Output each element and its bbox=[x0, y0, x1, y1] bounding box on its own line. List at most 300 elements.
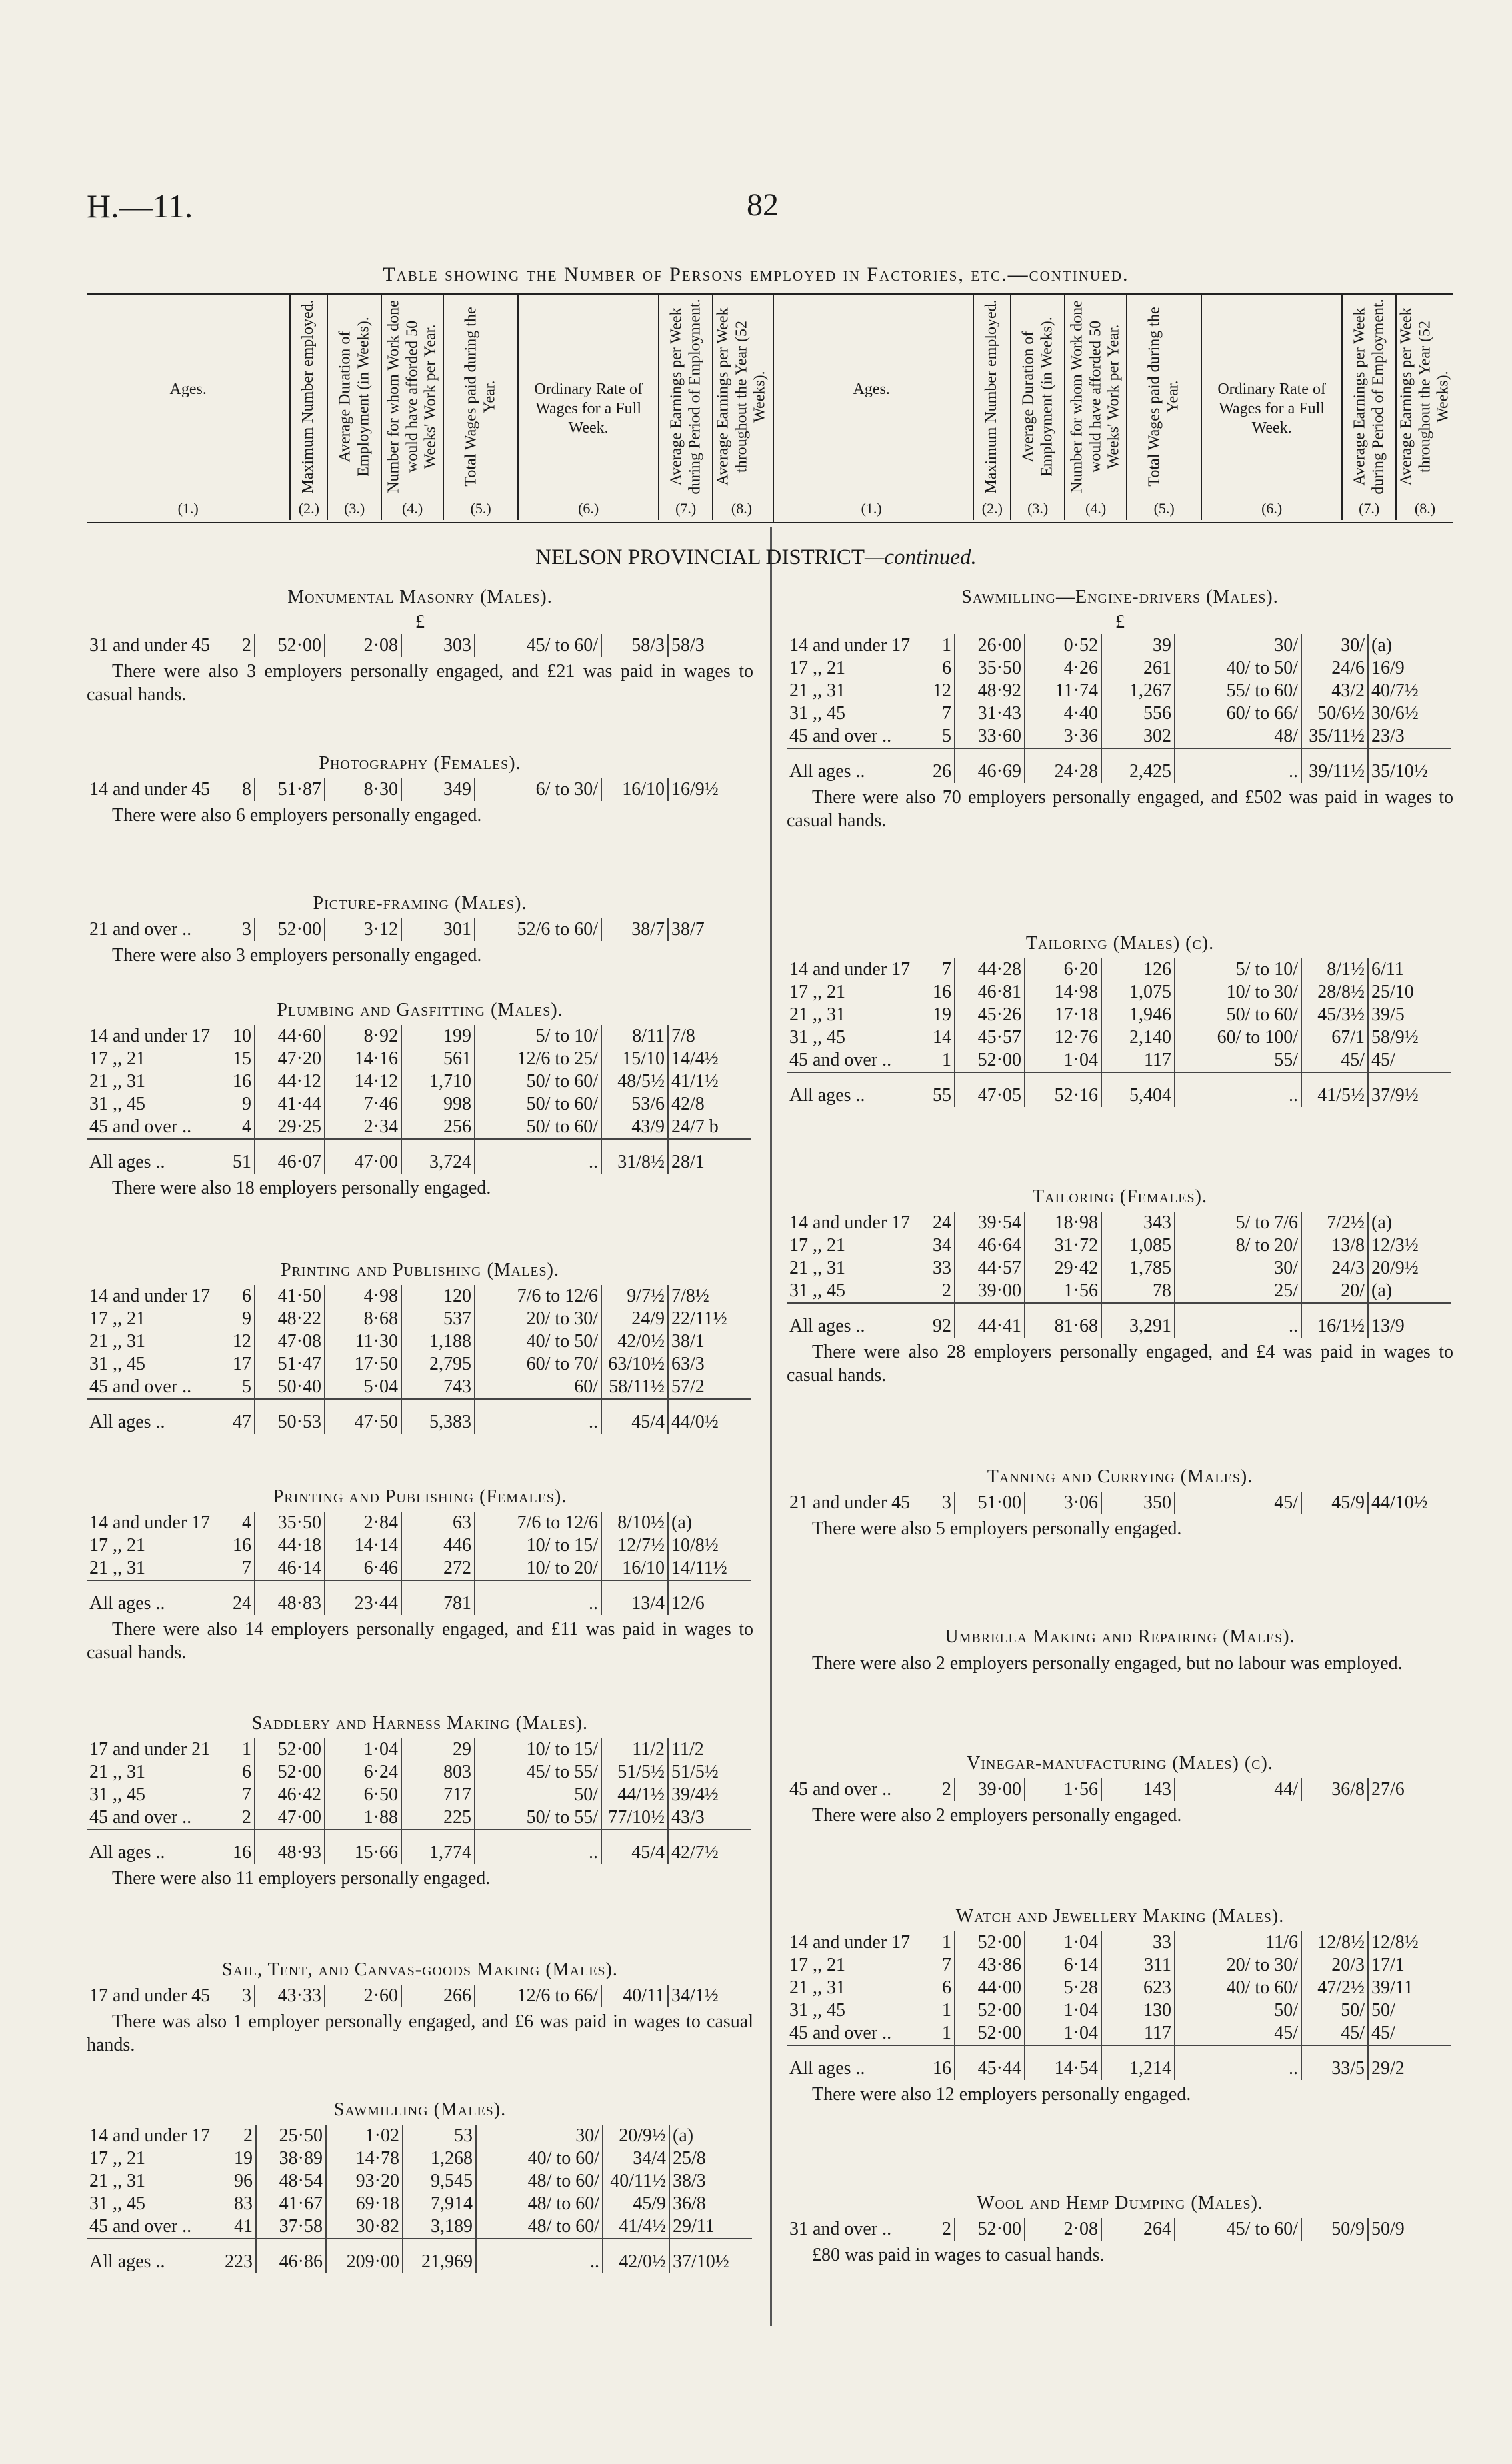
table-cell: (a) bbox=[673, 2125, 694, 2146]
table-cell: 51·00 bbox=[955, 1492, 1025, 1514]
age-cell: 31 ,, 45 bbox=[89, 1354, 145, 1374]
table-cell: 349 bbox=[401, 778, 475, 801]
wages-table bbox=[787, 1212, 1451, 1338]
table-cell: 41·50 bbox=[255, 1285, 325, 1308]
industry-section bbox=[87, 2099, 753, 2273]
age-cell: 45 and over .. bbox=[89, 1116, 192, 1137]
table-cell: 50/ to 60/ bbox=[475, 1093, 601, 1116]
table-cell: 2·34 bbox=[325, 1116, 401, 1139]
table-cell: 30/ bbox=[1175, 634, 1301, 657]
table-cell: 45/ bbox=[1371, 2023, 1395, 2043]
table-cell: 1,214 bbox=[1101, 2045, 1175, 2080]
total-row bbox=[87, 2239, 752, 2273]
table-cell: 120 bbox=[401, 1285, 475, 1308]
table-cell: 24 bbox=[922, 1212, 955, 1234]
table-cell: 44·12 bbox=[255, 1070, 325, 1093]
column-header-cell bbox=[327, 293, 381, 520]
table-cell: 6·24 bbox=[325, 1761, 401, 1784]
age-cell: 14 and under 17 bbox=[89, 1512, 211, 1533]
table-cell: 45/9 bbox=[1301, 1492, 1368, 1514]
table-cell: 12/8½ bbox=[1301, 1931, 1368, 1954]
table-cell: 16 bbox=[222, 1830, 255, 1864]
section-note: There was also 1 employer personally engaged, and £6 was paid in wages to casual hands. bbox=[87, 2011, 753, 2055]
table-cell: 7·46 bbox=[325, 1093, 401, 1116]
table-cell: .. bbox=[1175, 1303, 1301, 1338]
table-cell: 9,545 bbox=[403, 2170, 476, 2193]
table-cell: 2,425 bbox=[1101, 748, 1175, 783]
age-cell: 31 ,, 45 bbox=[789, 2000, 845, 2021]
table-cell: 83 bbox=[222, 2193, 256, 2215]
age-cell: 45 and over .. bbox=[789, 2023, 892, 2043]
table-cell: 1·88 bbox=[325, 1806, 401, 1830]
table-cell: 45/ to 55/ bbox=[475, 1761, 601, 1784]
table-cell: 24/9 bbox=[601, 1308, 668, 1330]
column-header-cell bbox=[1010, 293, 1064, 520]
table-cell: 44/ bbox=[1175, 1778, 1301, 1801]
table-cell: 40/ to 50/ bbox=[475, 1330, 601, 1353]
table-cell: 36/8 bbox=[673, 2193, 706, 2214]
table-cell: 50/6½ bbox=[1301, 702, 1368, 725]
table-row bbox=[87, 1025, 751, 1048]
table-cell: 5,404 bbox=[1101, 1072, 1175, 1107]
table-cell: 31·43 bbox=[955, 702, 1025, 725]
column-number: (6.) bbox=[1261, 500, 1283, 517]
table-cell: 11/6 bbox=[1175, 1931, 1301, 1954]
table-cell: 45/3½ bbox=[1301, 1004, 1368, 1026]
table-cell: 48/ to 60/ bbox=[476, 2215, 603, 2239]
table-cell: 52·16 bbox=[1025, 1072, 1101, 1107]
table-cell: 58/3 bbox=[601, 634, 668, 657]
table-cell: 35/11½ bbox=[1301, 725, 1368, 748]
table-cell: 63/10½ bbox=[601, 1353, 668, 1376]
column-header-label: Ordinary Rate of Wages for a Full Week. bbox=[1217, 381, 1326, 437]
section-title: Sawmilling (Males). bbox=[333, 2099, 507, 2120]
table-cell: 7 bbox=[922, 1954, 955, 1977]
table-cell: 20/3 bbox=[1301, 1954, 1368, 1977]
table-cell: 5,383 bbox=[401, 1399, 475, 1434]
table-cell: 3·36 bbox=[1025, 725, 1101, 748]
section-note: There were also 6 employers personally engaged. bbox=[112, 805, 482, 826]
table-cell: 34/1½ bbox=[671, 1985, 719, 2006]
table-cell: 1·04 bbox=[1025, 1931, 1101, 1954]
table-cell: 0·52 bbox=[1025, 634, 1101, 657]
table-cell: 50/ bbox=[1175, 1999, 1301, 2022]
table-cell: 50/9 bbox=[1371, 2219, 1405, 2239]
section-note: There were also 3 employers personally engaged. bbox=[112, 945, 482, 966]
table-cell: 998 bbox=[401, 1093, 475, 1116]
table-row bbox=[787, 1257, 1451, 1280]
age-cell: 17 ,, 21 bbox=[89, 1048, 145, 1069]
table-cell: 25/8 bbox=[673, 2148, 706, 2169]
table-cell: 20/ bbox=[1301, 1280, 1368, 1303]
table-row bbox=[87, 1806, 751, 1830]
table-cell: 42/0½ bbox=[603, 2239, 669, 2273]
table-cell: 1 bbox=[922, 1931, 955, 1954]
column-number: (7.) bbox=[675, 500, 697, 517]
table-cell: 8/11 bbox=[601, 1025, 668, 1048]
table-cell: 24/3 bbox=[1301, 1257, 1368, 1280]
table-cell: 43/3 bbox=[671, 1807, 705, 1828]
age-cell: 14 and under 45 bbox=[89, 779, 211, 800]
table-cell: 446 bbox=[401, 1534, 475, 1557]
column-header-cell bbox=[443, 293, 517, 520]
table-cell: (a) bbox=[1371, 1212, 1393, 1233]
table-cell: 26 bbox=[922, 748, 955, 783]
column-header-label: Average Duration of Employment (in Weeks). bbox=[336, 317, 372, 477]
table-cell: 23·44 bbox=[325, 1580, 401, 1615]
table-cell: 8·92 bbox=[325, 1025, 401, 1048]
age-cell: 21 ,, 31 bbox=[89, 2171, 145, 2191]
table-cell: 2 bbox=[222, 634, 255, 657]
column-header-cell bbox=[1064, 293, 1126, 520]
table-cell: 7 bbox=[222, 1784, 255, 1806]
age-cell: 17 ,, 21 bbox=[789, 658, 845, 678]
table-cell: 50·53 bbox=[255, 1399, 325, 1434]
table-cell: 45/ bbox=[1175, 1492, 1301, 1514]
age-cell: 21 ,, 31 bbox=[89, 1331, 145, 1352]
table-cell: 1·04 bbox=[1025, 2022, 1101, 2045]
age-cell: All ages .. bbox=[87, 1139, 222, 1174]
table-cell: 6 bbox=[922, 1977, 955, 1999]
table-cell: 47·08 bbox=[255, 1330, 325, 1353]
table-cell: 2,140 bbox=[1101, 1026, 1175, 1049]
table-cell: 266 bbox=[401, 1985, 475, 2007]
table-cell: 7 bbox=[222, 1557, 255, 1580]
total-row bbox=[87, 1830, 751, 1864]
table-cell: 20/9½ bbox=[1371, 1258, 1419, 1278]
column-number: (4.) bbox=[1085, 500, 1107, 517]
table-cell: 55/ to 60/ bbox=[1175, 680, 1301, 702]
table-row bbox=[87, 1330, 751, 1353]
table-cell: 43·86 bbox=[955, 1954, 1025, 1977]
table-cell: 41/5½ bbox=[1301, 1072, 1368, 1107]
table-row bbox=[787, 1280, 1451, 1303]
table-title: Table showing the Number of Persons employed in Factories, etc.—continued. bbox=[383, 263, 1129, 285]
table-cell: 48/ to 60/ bbox=[476, 2170, 603, 2193]
table-cell: 23/3 bbox=[1371, 726, 1405, 746]
table-cell: 45/4 bbox=[601, 1399, 668, 1434]
table-cell: 6·20 bbox=[1025, 958, 1101, 981]
table-cell: 1·56 bbox=[1025, 1778, 1101, 1801]
table-cell: 14/4½ bbox=[671, 1048, 719, 1069]
section-title: Monumental Masonry (Males). bbox=[287, 587, 553, 607]
wages-table bbox=[787, 958, 1451, 1107]
table-cell: 26·00 bbox=[955, 634, 1025, 657]
table-cell: 3 bbox=[922, 1492, 955, 1514]
table-cell: 47·00 bbox=[255, 1806, 325, 1830]
table-cell: 52/6 to 60/ bbox=[475, 918, 601, 941]
age-cell: 14 and under 17 bbox=[89, 2125, 211, 2146]
table-cell: 39/5 bbox=[1371, 1004, 1405, 1025]
total-row bbox=[87, 1399, 751, 1434]
table-row bbox=[787, 1049, 1451, 1072]
table-cell: 5 bbox=[922, 725, 955, 748]
table-cell: .. bbox=[1175, 748, 1301, 783]
table-cell: (a) bbox=[1371, 635, 1393, 656]
industry-section bbox=[787, 587, 1453, 832]
table-row bbox=[787, 1999, 1451, 2022]
table-cell: 7/6 to 12/6 bbox=[475, 1512, 601, 1534]
wages-table bbox=[87, 2125, 752, 2273]
table-row bbox=[787, 2218, 1451, 2241]
table-cell: 7/6 to 12/6 bbox=[475, 1285, 601, 1308]
table-cell: 44·28 bbox=[955, 958, 1025, 981]
table-cell: 52·00 bbox=[955, 1999, 1025, 2022]
section-note: There were also 14 employers personally engaged, and £11 was paid in wages to casual hands. bbox=[87, 1619, 753, 1663]
table-cell: 31·72 bbox=[1025, 1234, 1101, 1257]
table-cell: 52·00 bbox=[255, 1761, 325, 1784]
table-cell: 303 bbox=[401, 634, 475, 657]
table-row bbox=[787, 725, 1451, 748]
table-cell: 17·18 bbox=[1025, 1004, 1101, 1026]
table-row bbox=[87, 1285, 751, 1308]
column-number: (7.) bbox=[1359, 500, 1380, 517]
column-number: (5.) bbox=[1153, 500, 1175, 517]
table-cell: 52·00 bbox=[955, 2218, 1025, 2241]
table-row bbox=[87, 1985, 751, 2007]
table-row bbox=[87, 1376, 751, 1399]
industry-section bbox=[87, 1000, 753, 1200]
age-cell: 31 ,, 45 bbox=[789, 1280, 845, 1301]
age-cell: 17 ,, 21 bbox=[89, 2148, 145, 2169]
table-cell: 8/1½ bbox=[1301, 958, 1368, 981]
table-cell: 10/ to 15/ bbox=[475, 1534, 601, 1557]
age-cell: 21 ,, 31 bbox=[89, 1071, 145, 1092]
table-cell: 1 bbox=[922, 1049, 955, 1072]
table-cell: 28/1 bbox=[668, 1139, 751, 1174]
table-cell: 6·50 bbox=[325, 1784, 401, 1806]
section-title: Photography (Females). bbox=[319, 753, 521, 774]
table-row bbox=[787, 1212, 1451, 1234]
table-cell: 51·47 bbox=[255, 1353, 325, 1376]
table-cell: 44/1½ bbox=[601, 1784, 668, 1806]
age-cell: 45 and over .. bbox=[89, 2216, 192, 2237]
table-cell: 6 bbox=[922, 657, 955, 680]
table-cell: 14·14 bbox=[325, 1534, 401, 1557]
section-note: There were also 12 employers personally engaged. bbox=[812, 2084, 1191, 2105]
table-cell: 2 bbox=[922, 1280, 955, 1303]
table-cell: 51·87 bbox=[255, 778, 325, 801]
table-cell: 223 bbox=[222, 2239, 256, 2273]
age-cell: 21 ,, 31 bbox=[789, 1258, 845, 1278]
table-cell: 12 bbox=[222, 1330, 255, 1353]
table-cell: 3·12 bbox=[325, 918, 401, 941]
table-cell: .. bbox=[475, 1580, 601, 1615]
wages-table bbox=[787, 2218, 1451, 2241]
column-header-label: Average Duration of Employment (in Weeks). bbox=[1019, 317, 1055, 477]
table-cell: 15/10 bbox=[601, 1048, 668, 1070]
table-row bbox=[787, 1004, 1451, 1026]
table-cell: 4·98 bbox=[325, 1285, 401, 1308]
table-cell: 261 bbox=[1101, 657, 1175, 680]
table-cell: 30/ bbox=[1301, 634, 1368, 657]
wages-table bbox=[87, 634, 751, 657]
column-number: (8.) bbox=[731, 500, 753, 517]
age-cell: 45 and over .. bbox=[789, 1779, 892, 1800]
table-cell: 29·25 bbox=[255, 1116, 325, 1139]
table-cell: 45/4 bbox=[601, 1830, 668, 1864]
total-row bbox=[787, 1303, 1451, 1338]
table-cell: 10/8½ bbox=[671, 1535, 719, 1556]
table-cell: 16/1½ bbox=[1301, 1303, 1368, 1338]
table-cell: 60/ to 100/ bbox=[1175, 1026, 1301, 1049]
table-cell: 45/ to 60/ bbox=[1175, 2218, 1301, 2241]
table-cell: 30/ bbox=[1175, 1257, 1301, 1280]
age-cell: 14 and under 17 bbox=[789, 1932, 911, 1953]
table-cell: 50/ to 60/ bbox=[475, 1070, 601, 1093]
column-header-label: Average Earnings per Week during Period of Employment. bbox=[1351, 299, 1387, 495]
table-cell: 48/ bbox=[1175, 725, 1301, 748]
table-row bbox=[787, 1234, 1451, 1257]
total-row bbox=[87, 1580, 751, 1615]
table-cell: 350 bbox=[1101, 1492, 1175, 1514]
table-cell: 47·50 bbox=[325, 1399, 401, 1434]
currency-marker: £ bbox=[415, 612, 425, 632]
table-row bbox=[787, 1026, 1451, 1049]
table-cell: .. bbox=[476, 2239, 603, 2273]
table-cell: 8·68 bbox=[325, 1308, 401, 1330]
section-note: There were also 5 employers personally engaged. bbox=[812, 1518, 1182, 1539]
table-cell: 117 bbox=[1101, 2022, 1175, 2045]
table-cell: 48/ to 60/ bbox=[476, 2193, 603, 2215]
table-cell: 1·02 bbox=[326, 2125, 403, 2147]
table-cell: .. bbox=[475, 1139, 601, 1174]
column-header-cell bbox=[1341, 293, 1395, 520]
age-cell: All ages .. bbox=[787, 748, 922, 783]
table-cell: 7/8½ bbox=[671, 1286, 709, 1306]
section-note: £80 was paid in wages to casual hands. bbox=[812, 2245, 1105, 2265]
age-cell: 17 and under 45 bbox=[89, 1985, 211, 2006]
age-cell: All ages .. bbox=[87, 1830, 222, 1864]
table-cell: 44·60 bbox=[255, 1025, 325, 1048]
age-cell: 21 and over .. bbox=[89, 919, 192, 940]
table-cell: 69·18 bbox=[326, 2193, 403, 2215]
table-cell: 50/ to 55/ bbox=[475, 1806, 601, 1830]
table-cell: 3,724 bbox=[401, 1139, 475, 1174]
section-note: There were also 70 employers personally engaged, and £502 was paid in wages to casual hands. bbox=[787, 787, 1453, 831]
table-cell: 48·93 bbox=[255, 1830, 325, 1864]
table-cell: 12/6 to 25/ bbox=[475, 1048, 601, 1070]
table-cell: 7,914 bbox=[403, 2193, 476, 2215]
table-cell: 16 bbox=[222, 1070, 255, 1093]
table-cell: 28/8½ bbox=[1301, 981, 1368, 1004]
table-cell: 6/ to 30/ bbox=[475, 778, 601, 801]
age-cell: 21 ,, 31 bbox=[89, 1558, 145, 1578]
table-cell: 47 bbox=[222, 1399, 255, 1434]
table-cell: 126 bbox=[1101, 958, 1175, 981]
table-cell: 50/ to 60/ bbox=[475, 1116, 601, 1139]
age-cell: 31 and over .. bbox=[789, 2219, 892, 2239]
table-cell: 34 bbox=[922, 1234, 955, 1257]
table-cell: 60/ bbox=[475, 1376, 601, 1399]
column-header-label: Number for whom Work done would have afforded 50 Weeks' Work per Year. bbox=[1068, 300, 1123, 493]
table-cell: 743 bbox=[401, 1376, 475, 1399]
table-cell: 38/7 bbox=[671, 919, 705, 940]
table-cell: 272 bbox=[401, 1557, 475, 1580]
table-cell: 5·28 bbox=[1025, 1977, 1101, 1999]
table-cell: 46·42 bbox=[255, 1784, 325, 1806]
table-cell: 16 bbox=[922, 981, 955, 1004]
table-cell: 3 bbox=[222, 918, 255, 941]
table-cell: 1 bbox=[922, 2022, 955, 2045]
table-cell: 8·30 bbox=[325, 778, 401, 801]
column-header-cell bbox=[289, 293, 327, 520]
table-cell: 1 bbox=[222, 1738, 255, 1761]
table-cell: 38/3 bbox=[673, 2171, 706, 2191]
table-cell: 45/ to 60/ bbox=[475, 634, 601, 657]
table-cell: 5 bbox=[222, 1376, 255, 1399]
industry-section bbox=[787, 1466, 1453, 1540]
age-cell: 31 ,, 45 bbox=[789, 703, 845, 724]
table-cell: 1·04 bbox=[1025, 1049, 1101, 1072]
table-cell: 52·00 bbox=[955, 2022, 1025, 2045]
table-cell: 1·56 bbox=[1025, 1280, 1101, 1303]
column-header-label: Total Wages paid during the Year. bbox=[462, 307, 499, 487]
table-cell: 25/10 bbox=[1371, 982, 1414, 1002]
table-cell: 1·04 bbox=[325, 1738, 401, 1761]
age-cell: 21 ,, 31 bbox=[789, 1977, 845, 1998]
table-cell: 3,189 bbox=[403, 2215, 476, 2239]
table-cell: 63 bbox=[401, 1512, 475, 1534]
table-row bbox=[87, 2215, 752, 2239]
table-cell: 2 bbox=[222, 2125, 256, 2147]
table-cell: 51/5½ bbox=[671, 1762, 719, 1782]
age-cell: 31 ,, 45 bbox=[89, 1094, 145, 1114]
age-cell: All ages .. bbox=[787, 1303, 922, 1338]
table-cell: 39 bbox=[1101, 634, 1175, 657]
table-cell: 35/10½ bbox=[1368, 748, 1451, 783]
table-cell: 52·00 bbox=[955, 1931, 1025, 1954]
table-cell: 6 bbox=[222, 1285, 255, 1308]
table-cell: 16 bbox=[922, 2045, 955, 2080]
table-cell: 6·46 bbox=[325, 1557, 401, 1580]
table-cell: 25·50 bbox=[256, 2125, 326, 2147]
column-header-label: Total Wages paid during the Year. bbox=[1145, 307, 1182, 487]
table-cell: 209·00 bbox=[326, 2239, 403, 2273]
table-cell: 41·67 bbox=[256, 2193, 326, 2215]
table-cell: 47/2½ bbox=[1301, 1977, 1368, 1999]
table-cell: 38/1 bbox=[671, 1331, 705, 1352]
table-cell: 30/6½ bbox=[1371, 703, 1419, 724]
wages-table bbox=[87, 918, 751, 941]
column-divider bbox=[770, 527, 772, 2326]
table-cell: 29/2 bbox=[1368, 2045, 1451, 2080]
industry-section bbox=[787, 1186, 1453, 1387]
table-cell: 225 bbox=[401, 1806, 475, 1830]
table-cell: 27/6 bbox=[1371, 1779, 1405, 1800]
table-cell: 39·54 bbox=[955, 1212, 1025, 1234]
table-cell: 5·04 bbox=[325, 1376, 401, 1399]
age-cell: 17 ,, 21 bbox=[789, 982, 845, 1002]
age-cell: All ages .. bbox=[87, 1399, 222, 1434]
section-title: Tailoring (Females). bbox=[1033, 1186, 1207, 1207]
district-suffix: —continued. bbox=[865, 545, 977, 569]
table-cell: 17 bbox=[222, 1353, 255, 1376]
total-row bbox=[787, 2045, 1451, 2080]
age-cell: 21 ,, 31 bbox=[789, 1004, 845, 1025]
table-cell: 45/ bbox=[1371, 1050, 1395, 1070]
table-cell: 1,946 bbox=[1101, 1004, 1175, 1026]
age-cell: 45 and over .. bbox=[89, 1376, 192, 1397]
table-cell: 3·06 bbox=[1025, 1492, 1101, 1514]
table-row bbox=[87, 1512, 751, 1534]
table-cell: 1,188 bbox=[401, 1330, 475, 1353]
column-number: (6.) bbox=[578, 500, 599, 517]
table-cell: 130 bbox=[1101, 1999, 1175, 2022]
table-row bbox=[87, 2193, 752, 2215]
table-cell: 40/11 bbox=[601, 1985, 668, 2007]
table-cell: 46·07 bbox=[255, 1139, 325, 1174]
